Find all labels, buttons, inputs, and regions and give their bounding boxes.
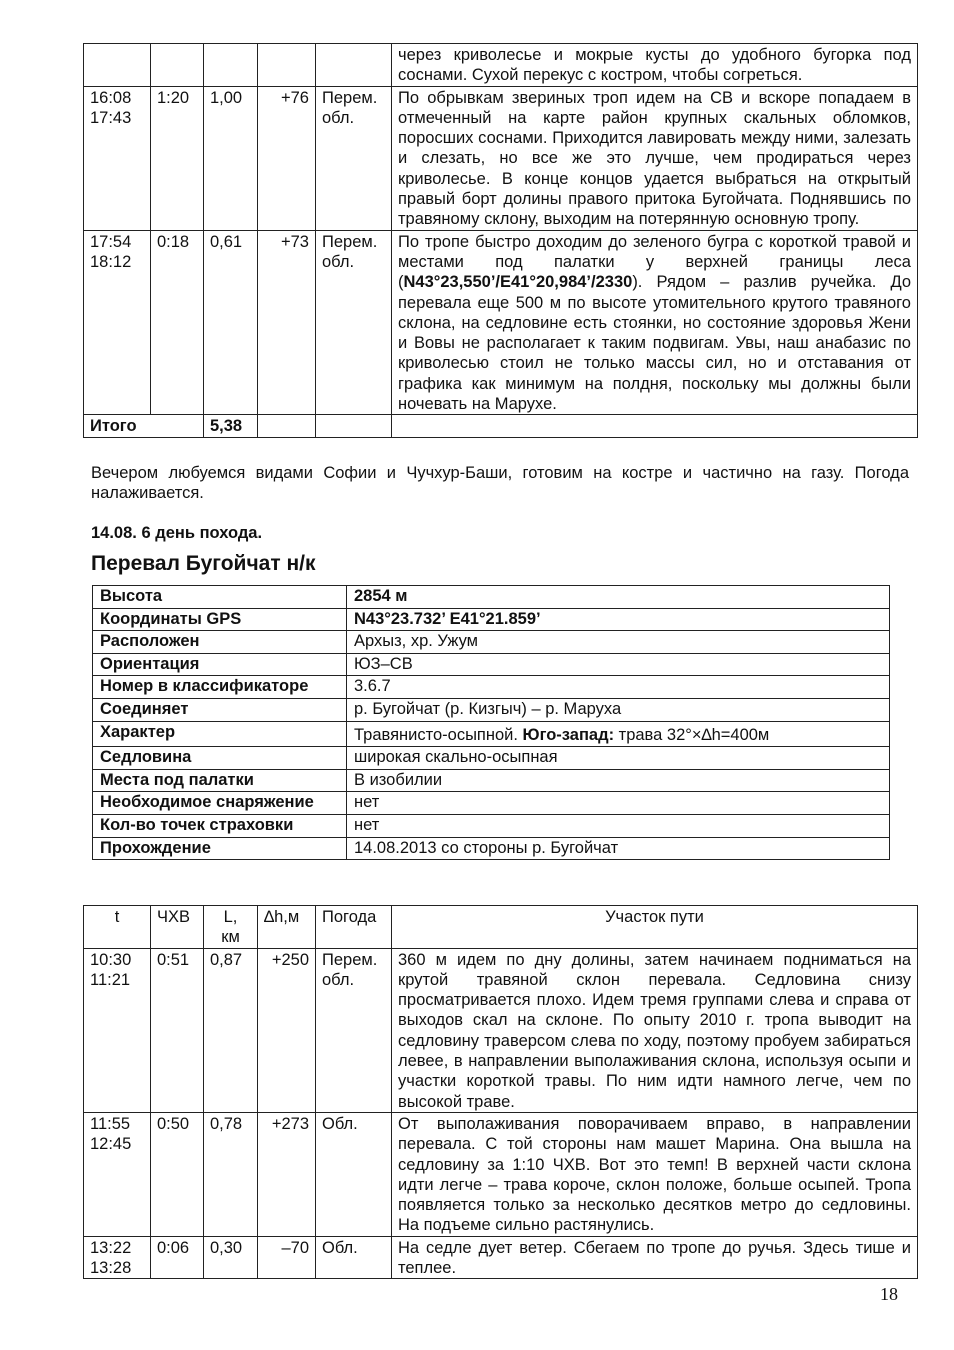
info-label: Прохождение: [93, 837, 347, 860]
time-cell: 10:30 11:21: [84, 948, 151, 1112]
header-weather: Погода: [316, 906, 392, 949]
info-label: Расположен: [93, 631, 347, 654]
header-elevation: ∆h,м: [258, 906, 316, 949]
route-text-cell: От выполаживания поворачиваем вправо, в направлении перевала. С той стороны нам машет Марина. Она вышла на седловину за 1:10 ЧХВ. Вот это темп! В верхней части склона идти легче – трава короче, склон положе, больше осыпей. Тропа появляется только за несколько десятков метро до седловины. На подъеме сильно растянулись.: [392, 1112, 918, 1236]
chv-cell: [151, 44, 204, 87]
info-row: [93, 721, 890, 747]
info-label: Высота: [93, 586, 347, 609]
info-row: [93, 814, 890, 837]
info-row: [93, 608, 890, 631]
weather-cell: [316, 44, 392, 87]
chv-cell: 0:51: [151, 948, 204, 1112]
page-number: 18: [880, 1284, 898, 1304]
day-heading: 14.08. 6 день похода.: [91, 524, 263, 542]
time-cell: 16:08 17:43: [84, 86, 151, 230]
info-row: [93, 676, 890, 699]
info-row: [93, 769, 890, 792]
table-row: [84, 230, 918, 415]
elevation-cell: +76: [258, 86, 316, 230]
elevation-cell: +250: [258, 948, 316, 1112]
info-row: [93, 837, 890, 860]
distance-cell: [204, 44, 258, 87]
info-label: Кол-во точек страховки: [93, 814, 347, 837]
route-text-cell: через криволесье и мокрые кусты до удобного бугорка под соснами. Сухой перекус с костром, чтобы согреться.: [392, 44, 918, 87]
elevation-cell: +273: [258, 1112, 316, 1236]
time-cell: 13:22 13:28: [84, 1236, 151, 1279]
elevation-cell: –70: [258, 1236, 316, 1279]
info-row: [93, 631, 890, 654]
weather-cell: Перем. обл.: [316, 86, 392, 230]
table-row: [84, 1236, 918, 1279]
info-row: [93, 653, 890, 676]
header-time: t: [84, 906, 151, 949]
table-row: [84, 948, 918, 1112]
time-cell: [84, 44, 151, 87]
info-value: ЮЗ–СВ: [347, 653, 890, 676]
distance-cell: 0,87: [204, 948, 258, 1112]
elevation-cell: [258, 44, 316, 87]
route-text: По тропе быстро доходим до зеленого бугра с короткой травой и местами под палатки у верхней границы леса (: [398, 232, 911, 292]
waypoint-coordinates: N43°23,550’/E41°20,984’/2330: [403, 273, 633, 292]
info-value: широкая скально-осыпная: [347, 747, 890, 770]
info-value: 3.6.7: [347, 676, 890, 699]
info-label: Характер: [93, 721, 347, 747]
info-value: 2854 м: [347, 586, 890, 609]
weather-cell: Обл.: [316, 1236, 392, 1279]
info-value: нет: [347, 814, 890, 837]
info-label: Координаты GPS: [93, 608, 347, 631]
weather-cell: Перем. обл.: [316, 230, 392, 415]
header-route: Участок пути: [392, 906, 918, 949]
table-row: [84, 1112, 918, 1236]
weather-cell: Обл.: [316, 1112, 392, 1236]
info-label: Места под палатки: [93, 769, 347, 792]
distance-cell: 0,30: [204, 1236, 258, 1279]
distance-cell: 0,78: [204, 1112, 258, 1236]
chv-cell: 0:50: [151, 1112, 204, 1236]
route-table-day5: [83, 43, 918, 438]
route-text-cell: 360 м идем по дну долины, затем начинаем подниматься на крутой травяной склон перевала. Седловина снизу просматривается плохо. Идем тремя группами слева и справа от выходов скал на склоне. По опыту 2010 г. тропа выводит на седловину траверсом слева по ходу, поэтому пробуем забираться левее, в направлении выполаживания склона, используя осыпи и участки короткой травы. По ним идти намного легче, чем по высокой траве.: [392, 948, 918, 1112]
info-label: Ориентация: [93, 653, 347, 676]
info-row: [93, 792, 890, 815]
table-row: [84, 44, 918, 87]
character-text: Травянисто-осыпной.: [354, 725, 523, 744]
info-value: нет: [347, 792, 890, 815]
chv-cell: 0:06: [151, 1236, 204, 1279]
total-label: Итого: [84, 415, 204, 437]
header-row: [84, 906, 918, 949]
table-row: [84, 86, 918, 230]
total-row: [84, 415, 918, 437]
weather-cell: Перем. обл.: [316, 948, 392, 1112]
route-text-cell: На седле дует ветер. Сбегаем по тропе до ручья. Здесь тише и теплее.: [392, 1236, 918, 1279]
header-chv: ЧХВ: [151, 906, 204, 949]
info-row: [93, 747, 890, 770]
info-value: 14.08.2013 со стороны р. Бугойчат: [347, 837, 890, 860]
info-row: [93, 586, 890, 609]
chv-cell: 1:20: [151, 86, 204, 230]
elevation-cell: +73: [258, 230, 316, 415]
info-label: Необходимое снаряжение: [93, 792, 347, 815]
info-value: N43°23.732’ E41°21.859’: [347, 608, 890, 631]
distance-cell: 0,61: [204, 230, 258, 415]
info-value: р. Бугойчат (р. Кизгыч) – р. Маруха: [347, 698, 890, 721]
pass-title: Перевал Бугойчат н/к: [91, 552, 316, 575]
info-label: Седловина: [93, 747, 347, 770]
info-value: Архыз, хр. Ужум: [347, 631, 890, 654]
route-text-cell: По обрывкам звериных троп идем на СВ и вскоре попадаем в отмеченный на карте район крупных скальных обломков, поросших соснами. Приходится лавировать между ними, залезать и слезать, но все же это лучше, чем продираться через криволесье. В конце концов удается выбраться на открытый правый борт долины правого притока Бугойчата. Поднявшись по травяному склону, выходим на потерянную основную тропу.: [392, 86, 918, 230]
route-table-day6: [83, 905, 918, 1279]
info-row: [93, 698, 890, 721]
info-label: Соединяет: [93, 698, 347, 721]
total-value: 5,38: [204, 415, 258, 437]
character-side: Юго-запад:: [522, 725, 615, 744]
route-text: ). Рядом – разлив ручейка. До перевала еще 500 м по высоте утомительного крутого травяного склона, на седловине есть стоянки, но состояние здоровья Жени и Вовы не располагает к таким подвигам. Увы, наш анабазис по криволесью стоил не только массы сил, но и отставания от графика как минимум на полдня, поскольку мы должны были ночевать на Марухе.: [398, 273, 911, 414]
header-distance: L, км: [204, 906, 258, 949]
time-cell: 17:54 18:12: [84, 230, 151, 415]
route-text-cell: [392, 230, 918, 415]
info-label: Номер в классификаторе: [93, 676, 347, 699]
time-cell: 11:55 12:45: [84, 1112, 151, 1236]
distance-cell: 1,00: [204, 86, 258, 230]
evening-paragraph: Вечером любуемся видами Софии и Чучхур-Баши, готовим на костре и частично на газу. Погода налаживается.: [91, 464, 909, 503]
chv-cell: 0:18: [151, 230, 204, 415]
character-text: трава 32°×∆h=400м: [614, 725, 770, 744]
info-value: [347, 721, 890, 747]
info-value: В изобилии: [347, 769, 890, 792]
pass-info-table: [92, 585, 890, 860]
